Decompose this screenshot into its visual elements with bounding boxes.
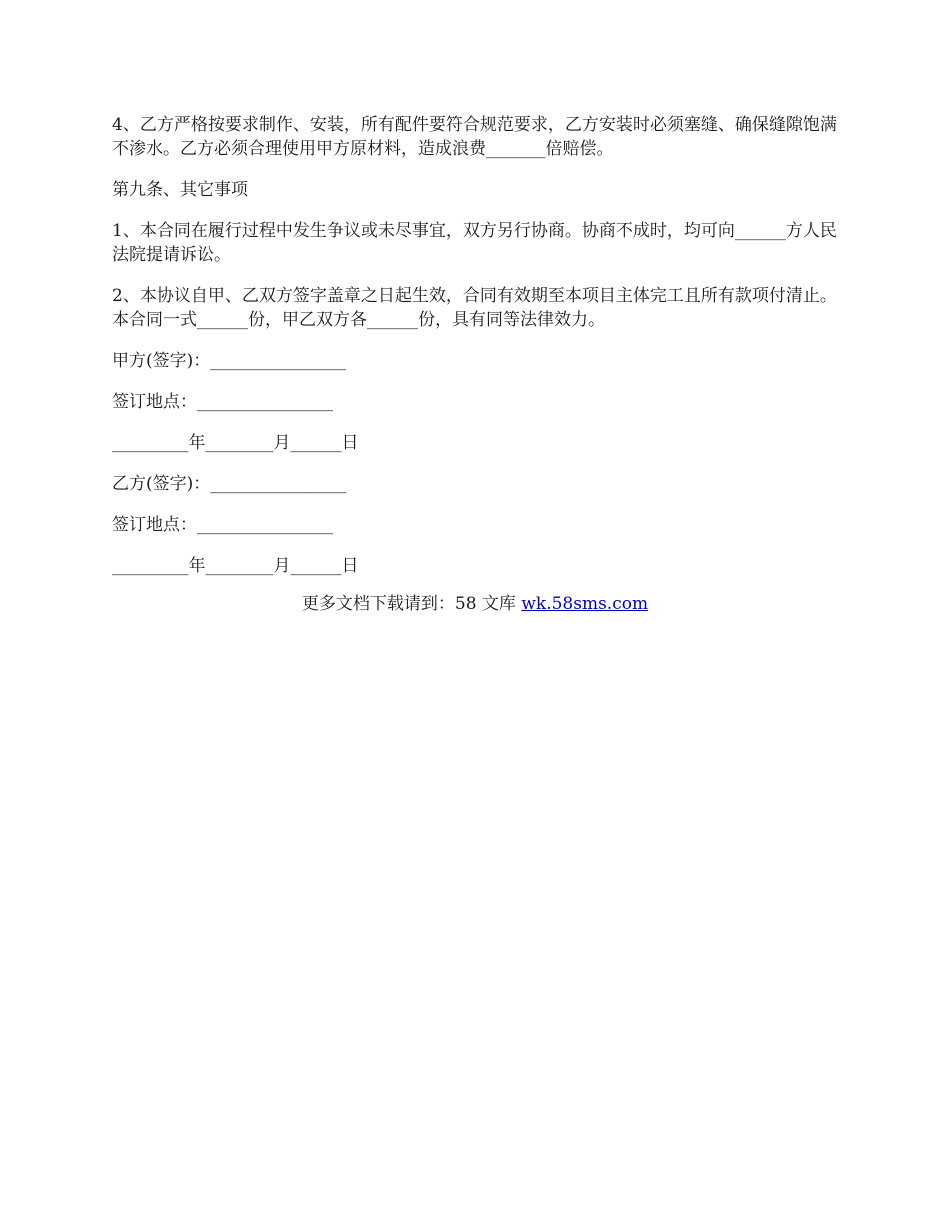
article-9-heading: 第九条、其它事项 — [112, 180, 248, 200]
party-b-place-line: 签订地点：________________ — [112, 515, 333, 535]
footer-prefix: 更多文档下载请到：58 文库 — [301, 594, 522, 614]
party-a-date-line: _________年________月______日 — [112, 433, 359, 453]
party-b-date-line: _________年________月______日 — [112, 556, 359, 576]
party-a-place-line: 签订地点：________________ — [112, 392, 333, 412]
clause-4-paragraph: 4、乙方严格按要求制作、安装，所有配件要符合规范要求，乙方安装时必须塞缝、确保缝隙饱满不渗水。乙方必须合理使用甲方原材料，造成浪费_______倍赔偿。 — [112, 115, 837, 159]
article-9-item-2: 2、本协议自甲、乙双方签字盖章之日起生效，合同有效期至本项目主体完工且所有款项付清止。本合同一式______份，甲乙双方各______份，具有同等法律效力。 — [112, 286, 837, 330]
document-body — [112, 113, 842, 595]
download-footer — [0, 592, 950, 616]
party-a-signature-line: 甲方(签字)：________________ — [112, 351, 347, 371]
article-9-item-1: 1、本合同在履行过程中发生争议或未尽事宜，双方另行协商。协商不成时，均可向______方人民法院提请诉讼。 — [112, 221, 837, 265]
party-b-signature-line: 乙方(签字)：________________ — [112, 474, 347, 494]
footer-link[interactable]: wk.58sms.com — [521, 594, 649, 614]
